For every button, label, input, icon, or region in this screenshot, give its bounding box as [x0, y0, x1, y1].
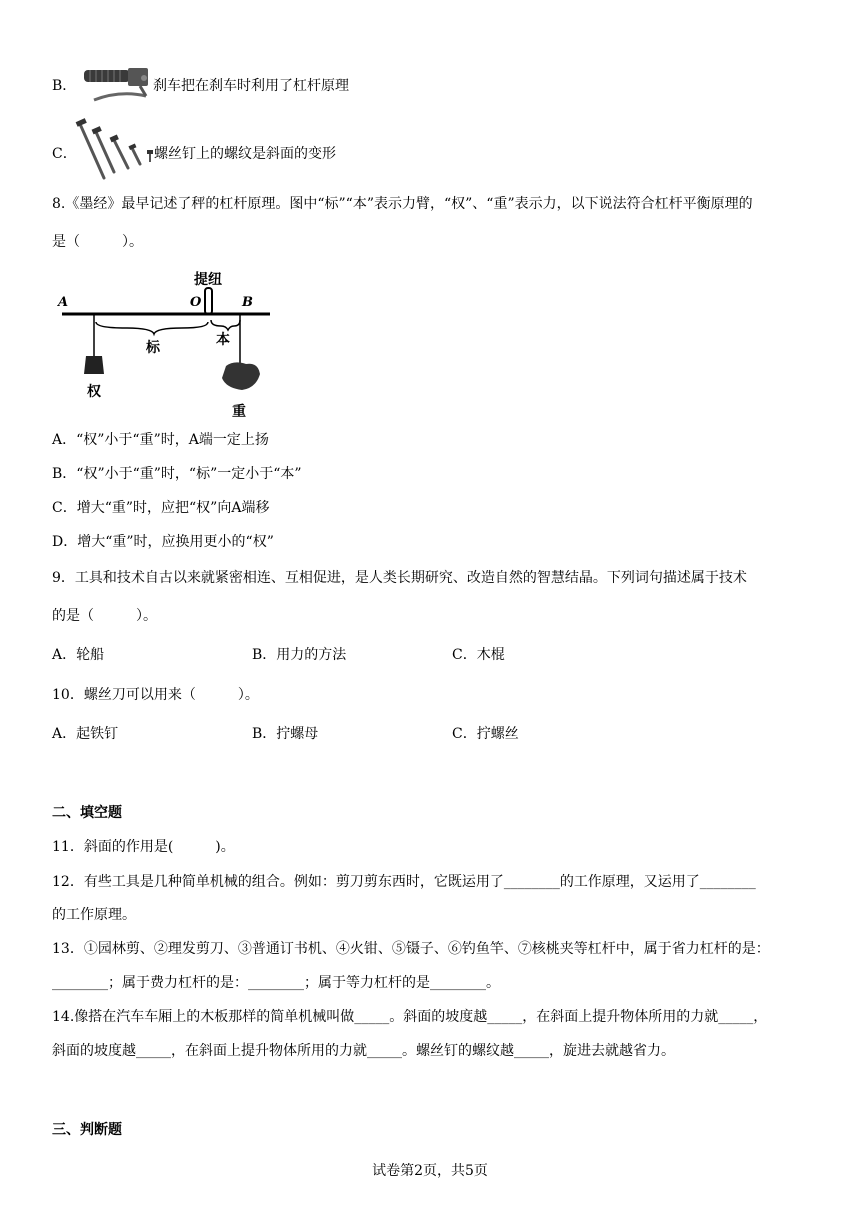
q9-stem-line2: 的是（ ）。 [52, 608, 157, 624]
q11-text: 11．斜面的作用是( )。 [52, 839, 235, 855]
section-3-title: 三、判断题 [52, 1122, 122, 1138]
q10-option-b: B．拧螺母 [252, 726, 319, 742]
q9-stem-line1: 9．工具和技术自古以来就紧密相连、互相促进，是人类长期研究、改造自然的智慧结晶。下列词句描述属于技术 [52, 570, 747, 586]
q7-option-c-label: C． [52, 146, 77, 162]
q9-option-b: B．用力的方法 [252, 647, 347, 663]
figure-label-quan: 权 [87, 384, 101, 400]
q7-option-b-text: 刹车把在刹车时利用了杠杆原理 [153, 78, 349, 94]
screws-image [74, 118, 156, 184]
figure-label-biao: 标 [146, 340, 160, 356]
q10-option-a: A．起铁钉 [52, 726, 119, 742]
q8-option-b: B．“权”小于“重”时，“标”一定小于“本” [52, 466, 302, 482]
q14-line2: 斜面的坡度越_____，在斜面上提升物体所用的力就_____。螺丝钉的螺纹越_____，旋进去就越省力。 [52, 1043, 675, 1059]
figure-label-tigniu: 提纽 [194, 272, 222, 288]
q12-line2: 的工作原理。 [52, 907, 136, 923]
q13-line1: 13．①园林剪、②理发剪刀、③普通订书机、④火钳、⑤镊子、⑥钓鱼竿、⑦核桃夹等杠杆中，属于省力杠杆的是： [52, 941, 770, 957]
section-2-title: 二、填空题 [52, 805, 122, 821]
q13-line2: ________；属于费力杠杆的是：________；属于等力杠杆的是________。 [52, 975, 500, 991]
q8-option-d: D．增大“重”时，应换用更小的“权” [52, 534, 274, 550]
q7-option-b-label: B． [52, 78, 77, 94]
page-footer: 试卷第2页，共5页 [372, 1163, 488, 1179]
figure-label-b: B [242, 295, 253, 310]
brake-lever-image [80, 60, 154, 108]
figure-label-zhong: 重 [232, 404, 246, 420]
figure-label-o: O [190, 295, 202, 310]
q8-option-c: C．增大“重”时，应把“权”向A端移 [52, 500, 270, 516]
q10-option-c: C．拧螺丝 [452, 726, 519, 742]
q9-option-a: A．轮船 [52, 647, 105, 663]
q7-option-c-text: 螺丝钉上的螺纹是斜面的变形 [154, 146, 336, 162]
steelyard-figure [56, 266, 276, 428]
figure-label-a: A [58, 295, 69, 310]
q9-option-c: C．木棍 [452, 647, 505, 663]
q8-stem-line1: 8.《墨经》最早记述了秤的杠杆原理。图中“标”“本”表示力臂，“权”、“重”表示力，以下说法符合杠杆平衡原理的 [52, 196, 753, 212]
q14-line1: 14.像搭在汽车车厢上的木板那样的简单机械叫做_____。斜面的坡度越_____，在斜面上提升物体所用的力就_____， [52, 1009, 768, 1025]
q8-option-a: A．“权”小于“重”时，A端一定上扬 [52, 432, 269, 448]
figure-label-ben: 本 [216, 332, 230, 348]
q12-line1: 12．有些工具是几种简单机械的组合。例如：剪刀剪东西时，它既运用了________的工作原理，又运用了________ [52, 874, 756, 890]
q8-stem-line2: 是（ ）。 [52, 234, 143, 250]
q10-stem: 10．螺丝刀可以用来（ ）。 [52, 687, 259, 703]
